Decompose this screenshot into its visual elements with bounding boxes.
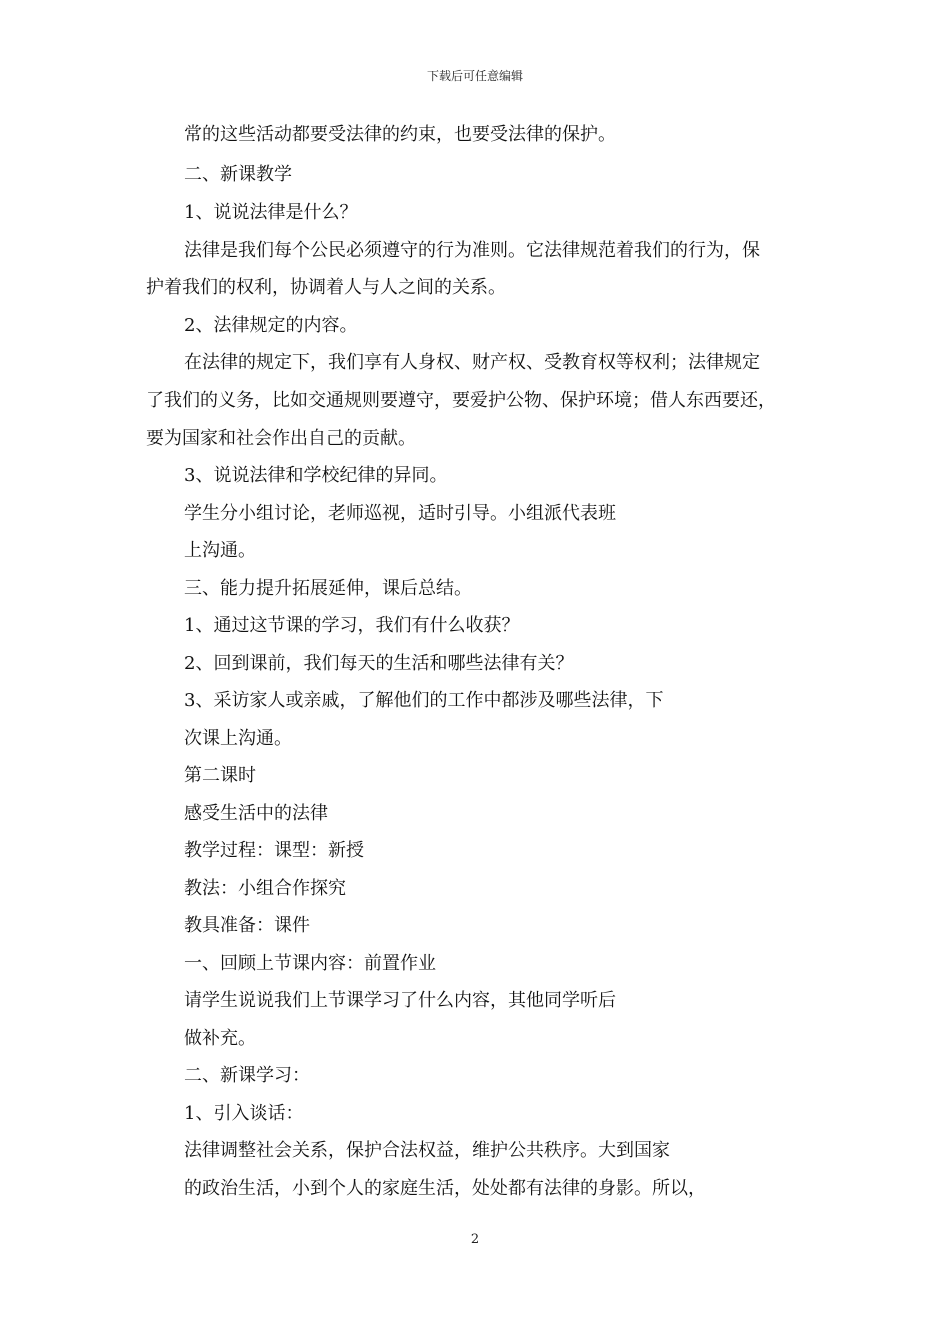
text-line: 次课上沟通。	[184, 728, 292, 749]
section-heading: 一、回顾上节课内容：前置作业	[184, 953, 436, 974]
text-line: 第二课时	[184, 765, 256, 786]
text-line: 3、说说法律和学校纪律的异同。	[184, 465, 448, 486]
section-heading: 二、新课教学	[184, 164, 292, 185]
text-line: 法律是我们每个公民必须遵守的行为准则。它法律规范着我们的行为，保	[184, 240, 760, 261]
text-line: 教学过程：课型：新授	[184, 840, 364, 861]
text-line: 护着我们的权利，协调着人与人之间的关系。	[146, 277, 506, 298]
page-header: 下载后可任意编辑	[426, 69, 523, 83]
text-line: 的政治生活，小到个人的家庭生活，处处都有法律的身影。所以，	[184, 1178, 706, 1199]
text-line: 常的这些活动都要受法律的约束，也要受法律的保护。	[184, 124, 616, 145]
text-line: 教具准备：课件	[184, 915, 310, 936]
text-line: 法律调整社会关系，保护合法权益，维护公共秩序。大到国家	[184, 1140, 670, 1161]
page-number: 2	[470, 1232, 480, 1247]
section-heading: 三、能力提升拓展延伸，课后总结。	[184, 578, 472, 599]
text-line: 教法：小组合作探究	[184, 878, 346, 899]
text-line: 1、引入谈话：	[184, 1103, 304, 1124]
text-line: 在法律的规定下，我们享有人身权、财产权、受教育权等权利；法律规定	[184, 352, 760, 373]
section-heading: 二、新课学习：	[184, 1065, 310, 1086]
text-line: 感受生活中的法律	[184, 803, 328, 824]
text-line: 做补充。	[184, 1028, 256, 1049]
text-line: 请学生说说我们上节课学习了什么内容，其他同学听后	[184, 990, 616, 1011]
text-line: 1、说说法律是什么？	[184, 202, 358, 223]
text-line: 了我们的义务，比如交通规则要遵守，要爱护公物、保护环境；借人东西要还，	[146, 390, 776, 411]
text-line: 2、法律规定的内容。	[184, 315, 358, 336]
text-line: 2、回到课前，我们每天的生活和哪些法律有关？	[184, 653, 574, 674]
text-line: 上沟通。	[184, 540, 256, 561]
text-line: 学生分小组讨论，老师巡视，适时引导。小组派代表班	[184, 503, 616, 524]
text-line: 要为国家和社会作出自己的贡献。	[146, 428, 416, 449]
text-line: 3、采访家人或亲戚，了解他们的工作中都涉及哪些法律，下	[184, 690, 664, 711]
text-line: 1、通过这节课的学习，我们有什么收获？	[184, 615, 520, 636]
